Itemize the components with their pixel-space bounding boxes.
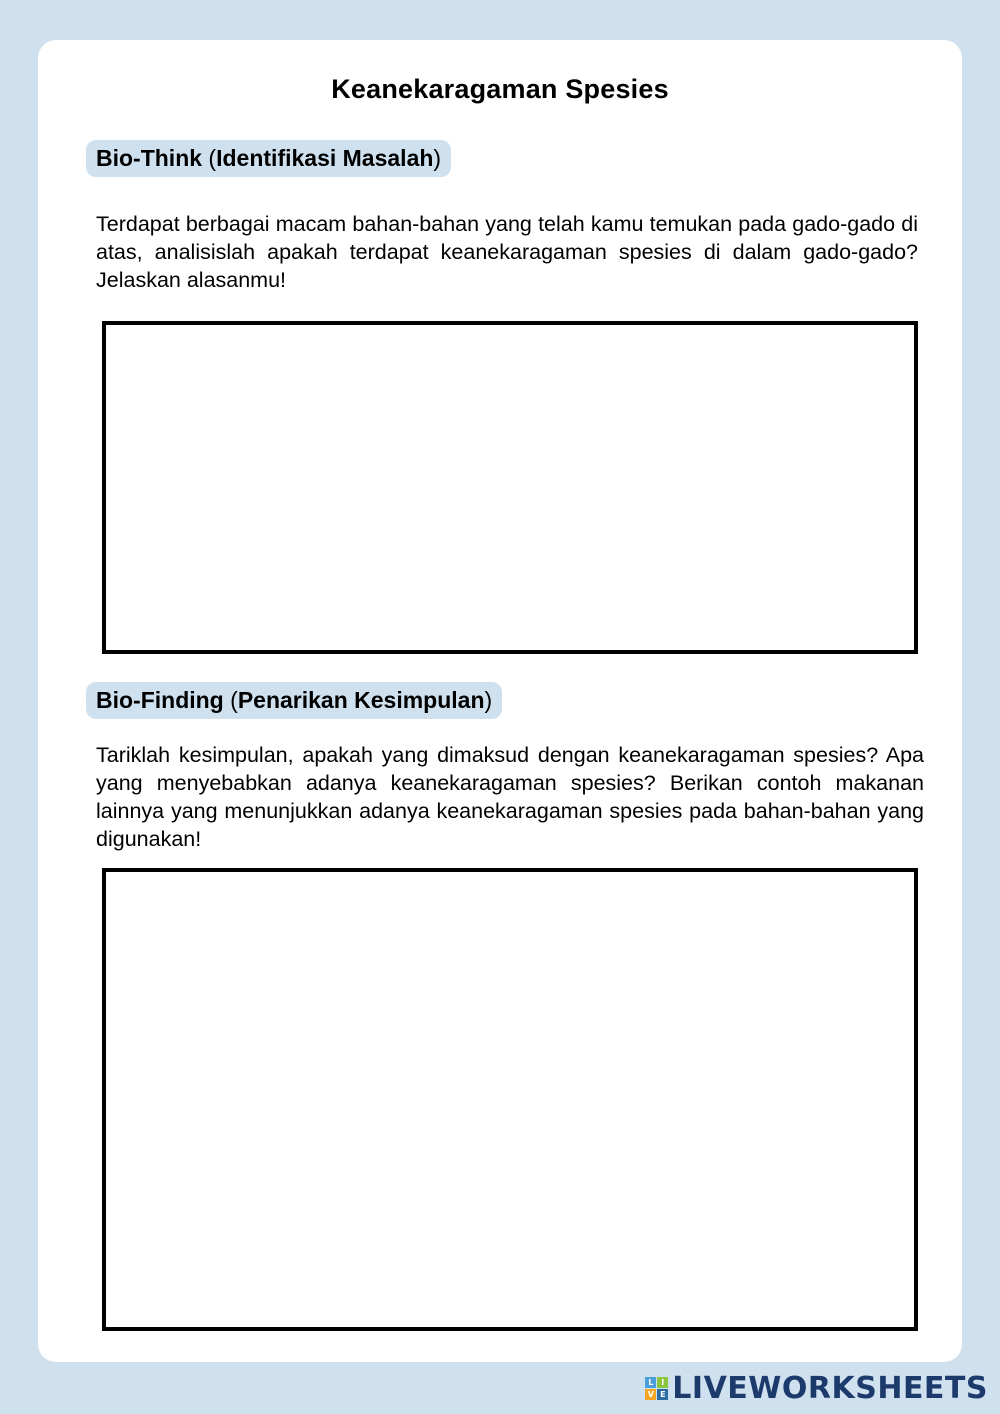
logo-letter: L xyxy=(645,1377,656,1388)
section-tag-subtitle: Identifikasi Masalah xyxy=(216,145,434,171)
logo-letter: E xyxy=(657,1389,668,1400)
logo-letter: I xyxy=(657,1377,668,1388)
section-tag-bio-finding xyxy=(86,682,502,719)
finding-prompt: Tariklah kesimpulan, apakah yang dimaksud dengan keanekaragaman spesies? Apa yang menyebabkan adanya keanekaragaman spesies? Berikan contoh makanan lainnya yang menunjukkan adanya keanekaragaman spesies pada bahan-bahan yang digunakan! xyxy=(96,743,924,851)
liveworksheets-logo-icon xyxy=(645,1377,668,1400)
section-tag-bio-think xyxy=(86,140,451,177)
think-answer-box[interactable] xyxy=(102,321,918,654)
logo-letter: V xyxy=(645,1389,656,1400)
paren-close: ) xyxy=(433,145,442,171)
logo-text: LIVEWORKSHEETS xyxy=(672,1371,988,1406)
section-tag-subtitle: Penarikan Kesimpulan xyxy=(237,687,485,713)
page-title: Keanekaragaman Spesies xyxy=(331,74,669,104)
section-tag-name: Bio-Finding xyxy=(96,687,224,713)
paren-open: ( xyxy=(223,687,238,713)
finding-answer-box[interactable] xyxy=(102,868,918,1331)
section-tag-name: Bio-Think xyxy=(96,145,203,171)
paren-open: ( xyxy=(202,145,217,171)
paren-close: ) xyxy=(484,687,493,713)
think-prompt: Terdapat berbagai macam bahan-bahan yang telah kamu temukan pada gado-gado di atas, analisislah apakah terdapat keanekaragaman spesies di dalam gado-gado? Jelaskan alasanmu! xyxy=(96,212,918,292)
liveworksheets-logo[interactable] xyxy=(645,1371,988,1406)
